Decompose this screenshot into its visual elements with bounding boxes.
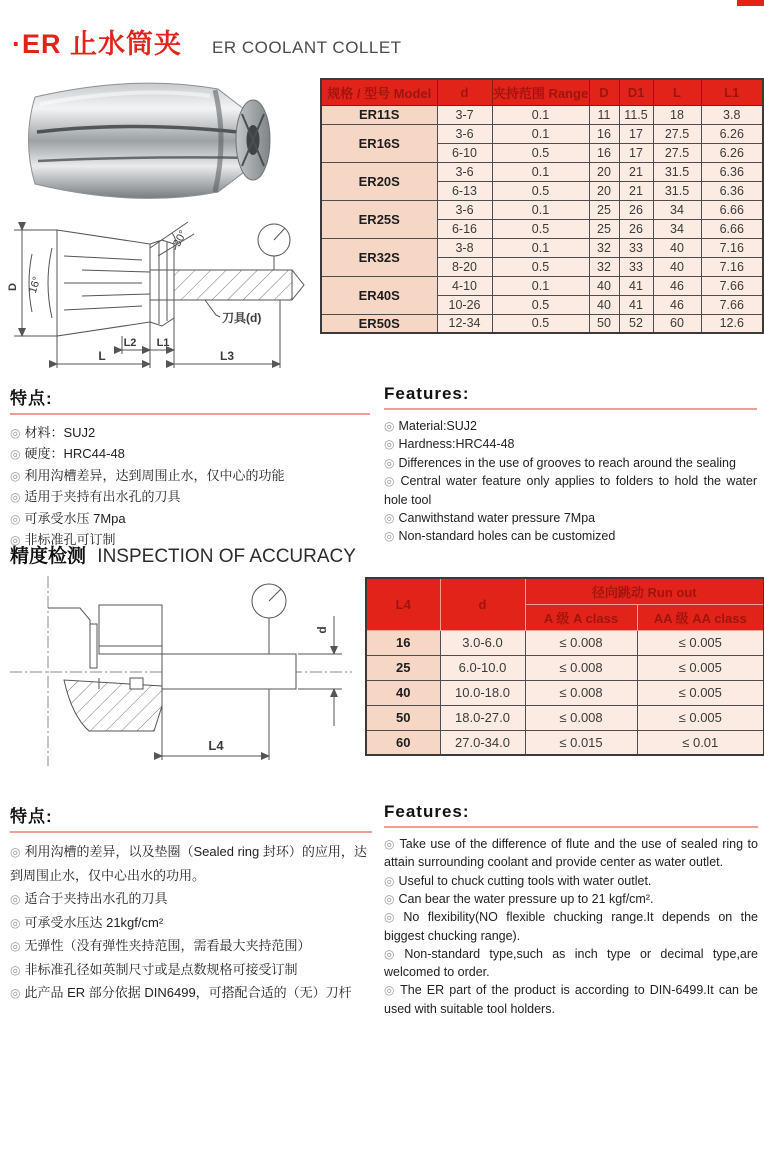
accuracy-cell: 6.0-10.0 [440, 655, 525, 680]
accuracy-cell: 18.0-27.0 [440, 705, 525, 730]
accuracy-row [366, 705, 764, 730]
spec-cell: 16 [589, 143, 619, 162]
feature-item-bottom-en [384, 981, 758, 1018]
accuracy-row [366, 680, 764, 705]
ring-bullet-icon: ◎ [384, 873, 395, 888]
spec-cell: 6.26 [701, 124, 763, 143]
spec-cell: 32 [589, 238, 619, 257]
feature-item-bottom-cn [10, 911, 372, 935]
ring-bullet-icon: ◎ [10, 891, 21, 906]
spec-row [321, 162, 763, 181]
spec-cell: 10-26 [437, 295, 492, 314]
accuracy-row [366, 630, 764, 655]
ring-bullet-icon: ◎ [10, 939, 21, 954]
spec-cell: 0.1 [492, 200, 589, 219]
feature-text: 适用于夹持有出水孔的刀具 [24, 489, 181, 505]
spec-cell: 40 [589, 276, 619, 295]
spec-cell: 50 [589, 314, 619, 333]
dim-label-D: D [7, 283, 19, 291]
feature-item-en [384, 472, 757, 509]
feature-text: 非标准孔可订制 [24, 532, 116, 548]
spec-header-model: 规格 / 型号 Model [321, 79, 437, 105]
page-title-en: ER COOLANT COLLET [212, 38, 402, 57]
spec-header-L: L [653, 79, 701, 105]
feature-item-bottom-en [384, 835, 758, 872]
feature-item-bottom-cn [10, 934, 372, 958]
accuracy-header-d: d [440, 578, 525, 630]
spec-cell: 3-6 [437, 124, 492, 143]
ring-bullet-icon: ◎ [384, 837, 396, 851]
spec-cell: 0.5 [492, 314, 589, 333]
feature-item-cn [10, 443, 370, 464]
ring-bullet-icon: ◎ [384, 529, 395, 544]
ring-bullet-icon: ◎ [10, 986, 21, 1001]
feature-text: 可承受水压达 21kgf/cm² [24, 914, 164, 930]
dim-label-L: L [98, 349, 106, 363]
accuracy-cell: ≤ 0.015 [525, 730, 637, 755]
feature-item-cn [10, 422, 370, 443]
ring-bullet-icon: ◎ [10, 511, 21, 526]
spec-header-row [321, 79, 763, 105]
ring-bullet-icon: ◎ [384, 474, 397, 489]
spec-table [320, 78, 764, 334]
spec-header-range: 夹持范围 Range [492, 79, 589, 105]
spec-row [321, 314, 763, 333]
spec-cell: 20 [589, 181, 619, 200]
spec-cell: 6.36 [701, 162, 763, 181]
feature-item-en [384, 435, 757, 453]
spec-cell: 12.6 [701, 314, 763, 333]
accuracy-cell: 27.0-34.0 [440, 730, 525, 755]
accuracy-cell: ≤ 0.008 [525, 705, 637, 730]
accuracy-cell: 10.0-18.0 [440, 680, 525, 705]
spec-cell: 0.1 [492, 238, 589, 257]
spec-cell: 6-16 [437, 219, 492, 238]
accuracy-cell: ≤ 0.008 [525, 680, 637, 705]
feature-text: Material:SUJ2 [398, 419, 477, 433]
feature-text: 适合于夹持出水孔的刀具 [24, 890, 168, 906]
spec-cell: 41 [619, 295, 653, 314]
spec-model-cell: ER50S [321, 314, 437, 333]
features-bottom-list-cn [10, 840, 372, 1005]
feature-text: Hardness:HRC44-48 [398, 437, 515, 452]
dim-label-L3: L3 [219, 349, 235, 363]
spec-cell: 33 [619, 238, 653, 257]
spec-cell: 0.5 [492, 257, 589, 276]
ring-bullet-icon: ◎ [384, 910, 400, 925]
feature-item-cn [10, 465, 370, 486]
feature-text: Useful to chuck cutting tools with water outlet. [398, 873, 652, 888]
spec-row [321, 238, 763, 257]
ring-bullet-icon: ◎ [10, 468, 21, 483]
spec-cell: 7.66 [701, 295, 763, 314]
spec-model-cell: ER32S [321, 238, 437, 276]
accuracy-header-row-1 [366, 578, 764, 604]
feature-text: 利用沟槽差异，达到周围止水，仅中心的功能 [24, 467, 285, 483]
feature-text: Take use of the difference of flute and the use of sealed ring to attain surrounding coolant and provide center as water outlet. [384, 837, 758, 870]
dim-label-d: d [315, 626, 329, 634]
spec-cell: 12-34 [437, 314, 492, 333]
spec-cell: 3-6 [437, 200, 492, 219]
accuracy-cell: ≤ 0.008 [525, 630, 637, 655]
spec-cell: 6.66 [701, 200, 763, 219]
feature-item-bottom-en [384, 908, 758, 945]
accuracy-header-runout: 径向跳动 Run out [525, 578, 764, 604]
accuracy-l4-cell: 50 [366, 705, 440, 730]
spec-cell: 26 [619, 219, 653, 238]
feature-item-bottom-cn [10, 981, 372, 1005]
spec-cell: 6.66 [701, 219, 763, 238]
feature-item-cn [10, 486, 370, 507]
spec-cell: 40 [653, 257, 701, 276]
spec-cell: 7.16 [701, 238, 763, 257]
accuracy-row [366, 655, 764, 680]
spec-cell: 40 [589, 295, 619, 314]
spec-cell: 25 [589, 219, 619, 238]
feature-text: Non-standard type,such as inch type or decimal type,are welcomed to order. [384, 946, 758, 980]
feature-text: 材料：SUJ2 [24, 425, 96, 440]
feature-item-bottom-cn [10, 887, 372, 911]
dim-label-L1: L1 [156, 337, 170, 349]
spec-row [321, 276, 763, 295]
spec-cell: 46 [653, 276, 701, 295]
spec-cell: 4-10 [437, 276, 492, 295]
spec-cell: 0.5 [492, 219, 589, 238]
feature-item-en [384, 527, 757, 545]
features-heading-cn: 特点: [10, 384, 370, 415]
spec-cell: 27.5 [653, 143, 701, 162]
accuracy-header-aa-class: AA 级 AA class [637, 604, 764, 630]
spec-cell: 31.5 [653, 162, 701, 181]
features-bottom-heading-en: Features: [384, 802, 758, 828]
spec-cell: 17 [619, 124, 653, 143]
spec-cell: 11 [589, 105, 619, 124]
ring-bullet-icon: ◎ [10, 426, 21, 440]
spec-row [321, 105, 763, 124]
spec-cell: 3-8 [437, 238, 492, 257]
spec-model-cell: ER40S [321, 276, 437, 314]
spec-cell: 0.1 [492, 124, 589, 143]
dim-label-L4: L4 [208, 738, 224, 753]
ring-bullet-icon: ◎ [10, 490, 21, 505]
feature-text: Non-standard holes can be customized [398, 529, 616, 544]
inspection-drawing [4, 568, 360, 776]
ring-bullet-icon: ◎ [384, 437, 395, 452]
spec-cell: 11.5 [619, 105, 653, 124]
spec-cell: 0.1 [492, 276, 589, 295]
features-bottom-heading-cn: 特点: [10, 802, 372, 833]
spec-header-d: d [437, 79, 492, 105]
spec-header-D: D [589, 79, 619, 105]
feature-item-en [384, 417, 757, 435]
spec-cell: 33 [619, 257, 653, 276]
ring-bullet-icon: ◎ [384, 455, 395, 470]
feature-item-bottom-en [384, 872, 758, 890]
spec-cell: 34 [653, 200, 701, 219]
spec-cell: 41 [619, 276, 653, 295]
ring-bullet-icon: ◎ [10, 447, 21, 462]
spec-cell: 7.66 [701, 276, 763, 295]
spec-cell: 8-20 [437, 257, 492, 276]
features-section-en [384, 384, 757, 545]
spec-cell: 0.5 [492, 143, 589, 162]
spec-model-cell: ER25S [321, 200, 437, 238]
spec-cell: 17 [619, 143, 653, 162]
spec-cell: 6-10 [437, 143, 492, 162]
accuracy-row [366, 730, 764, 755]
spec-cell: 46 [653, 295, 701, 314]
accuracy-cell: ≤ 0.008 [525, 655, 637, 680]
features-heading-en: Features: [384, 384, 757, 410]
accuracy-heading-cn: 精度检测 [10, 546, 87, 567]
accuracy-section-heading [10, 541, 356, 568]
spec-cell: 27.5 [653, 124, 701, 143]
spec-cell: 34 [653, 219, 701, 238]
accuracy-header-l4: L4 [366, 578, 440, 630]
spec-cell: 7.16 [701, 257, 763, 276]
feature-item-bottom-cn [10, 840, 372, 887]
features-list-en [384, 417, 757, 545]
spec-cell: 25 [589, 200, 619, 219]
feature-item-bottom-en [384, 890, 758, 908]
spec-cell: 21 [619, 181, 653, 200]
spec-cell: 3.8 [701, 105, 763, 124]
feature-text: Can bear the water pressure up to 21 kgf/cm². [398, 891, 654, 906]
accuracy-l4-cell: 60 [366, 730, 440, 755]
ring-bullet-icon: ◎ [384, 891, 395, 906]
spec-cell: 3-7 [437, 105, 492, 124]
feature-text: Central water feature only applies to folders to hold the water hole tool [384, 474, 757, 507]
ring-bullet-icon: ◎ [384, 510, 395, 525]
spec-cell: 3-6 [437, 162, 492, 181]
dim-label-30deg: 30° [171, 228, 190, 249]
spec-cell: 0.1 [492, 105, 589, 124]
feature-text: The ER part of the product is according to DIN-6499.It can be used with suitable tool holders. [384, 983, 758, 1016]
spec-cell: 20 [589, 162, 619, 181]
feature-text: 非标准孔径如英制尺寸或是点数规格可接受订制 [24, 961, 298, 977]
spec-cell: 0.1 [492, 162, 589, 181]
dim-label-L2: L2 [123, 337, 137, 349]
accuracy-cell: ≤ 0.005 [637, 705, 764, 730]
feature-text: Canwithstand water pressure 7Mpa [398, 510, 596, 525]
page-title-cn: ·ER 止水筒夹 [12, 29, 182, 59]
ring-bullet-icon: ◎ [10, 962, 21, 977]
accuracy-l4-cell: 25 [366, 655, 440, 680]
spec-cell: 31.5 [653, 181, 701, 200]
accuracy-header-a-class: A 级 A class [525, 604, 637, 630]
features-section-bottom-cn [10, 802, 372, 1005]
accuracy-table [365, 577, 764, 756]
spec-model-cell: ER11S [321, 105, 437, 124]
feature-text: Differences in the use of grooves to reach around the sealing [398, 455, 736, 470]
ring-bullet-icon: ◎ [384, 419, 395, 433]
ring-bullet-icon: ◎ [384, 946, 401, 961]
spec-cell: 0.5 [492, 295, 589, 314]
spec-cell: 52 [619, 314, 653, 333]
feature-text: No flexibility(NO flexible chucking range.It depends on the biggest chucking range). [384, 910, 758, 943]
dim-label-16deg: 16° [26, 275, 44, 295]
spec-cell: 16 [589, 124, 619, 143]
accuracy-heading-en: INSPECTION OF ACCURACY [97, 546, 356, 567]
spec-cell: 21 [619, 162, 653, 181]
ring-bullet-icon: ◎ [10, 845, 21, 859]
features-section-cn [10, 384, 370, 551]
feature-item-en [384, 509, 757, 527]
spec-cell: 0.5 [492, 181, 589, 200]
accuracy-l4-cell: 16 [366, 630, 440, 655]
accuracy-cell: ≤ 0.005 [637, 680, 764, 705]
spec-cell: 40 [653, 238, 701, 257]
page-corner-mark [737, 0, 764, 6]
ring-bullet-icon: ◎ [10, 915, 21, 930]
feature-text: 可承受水压 7Mpa [24, 510, 126, 526]
product-photo-collet [10, 62, 308, 214]
ring-bullet-icon: ◎ [10, 533, 21, 548]
spec-cell: 6-13 [437, 181, 492, 200]
feature-text: 此产品 ER 部分依据 DIN6499，可搭配合适的（无）刀杆 [24, 985, 352, 1001]
spec-cell: 6.26 [701, 143, 763, 162]
spec-header-D1: D1 [619, 79, 653, 105]
spec-model-cell: ER16S [321, 124, 437, 162]
spec-model-cell: ER20S [321, 162, 437, 200]
feature-text: 利用沟槽的差异，以及垫圈（Sealed ring 封环）的应用，达到周围止水，仅中心出水的功用。 [10, 844, 367, 883]
feature-text: 硬度：HRC44-48 [24, 446, 125, 462]
feature-text: 无弹性（没有弹性夹持范围，需看最大夹持范围） [24, 938, 311, 954]
ring-bullet-icon: ◎ [384, 983, 397, 998]
spec-cell: 18 [653, 105, 701, 124]
spec-row [321, 200, 763, 219]
spec-cell: 6.36 [701, 181, 763, 200]
spec-cell: 32 [589, 257, 619, 276]
spec-row [321, 124, 763, 143]
accuracy-cell: ≤ 0.005 [637, 655, 764, 680]
features-section-bottom-en [384, 802, 758, 1018]
feature-item-bottom-cn [10, 958, 372, 982]
tool-label: 刀具(d) [222, 311, 262, 325]
feature-item-en [384, 454, 757, 472]
features-list-cn [10, 422, 370, 551]
accuracy-cell: ≤ 0.005 [637, 630, 764, 655]
dimension-drawing [2, 214, 322, 378]
page-header [12, 22, 402, 61]
spec-header-L1: L1 [701, 79, 763, 105]
feature-item-bottom-en [384, 945, 758, 982]
feature-item-cn [10, 508, 370, 529]
accuracy-cell: 3.0-6.0 [440, 630, 525, 655]
accuracy-cell: ≤ 0.01 [637, 730, 764, 755]
spec-cell: 60 [653, 314, 701, 333]
features-bottom-list-en [384, 835, 758, 1018]
accuracy-l4-cell: 40 [366, 680, 440, 705]
spec-cell: 26 [619, 200, 653, 219]
